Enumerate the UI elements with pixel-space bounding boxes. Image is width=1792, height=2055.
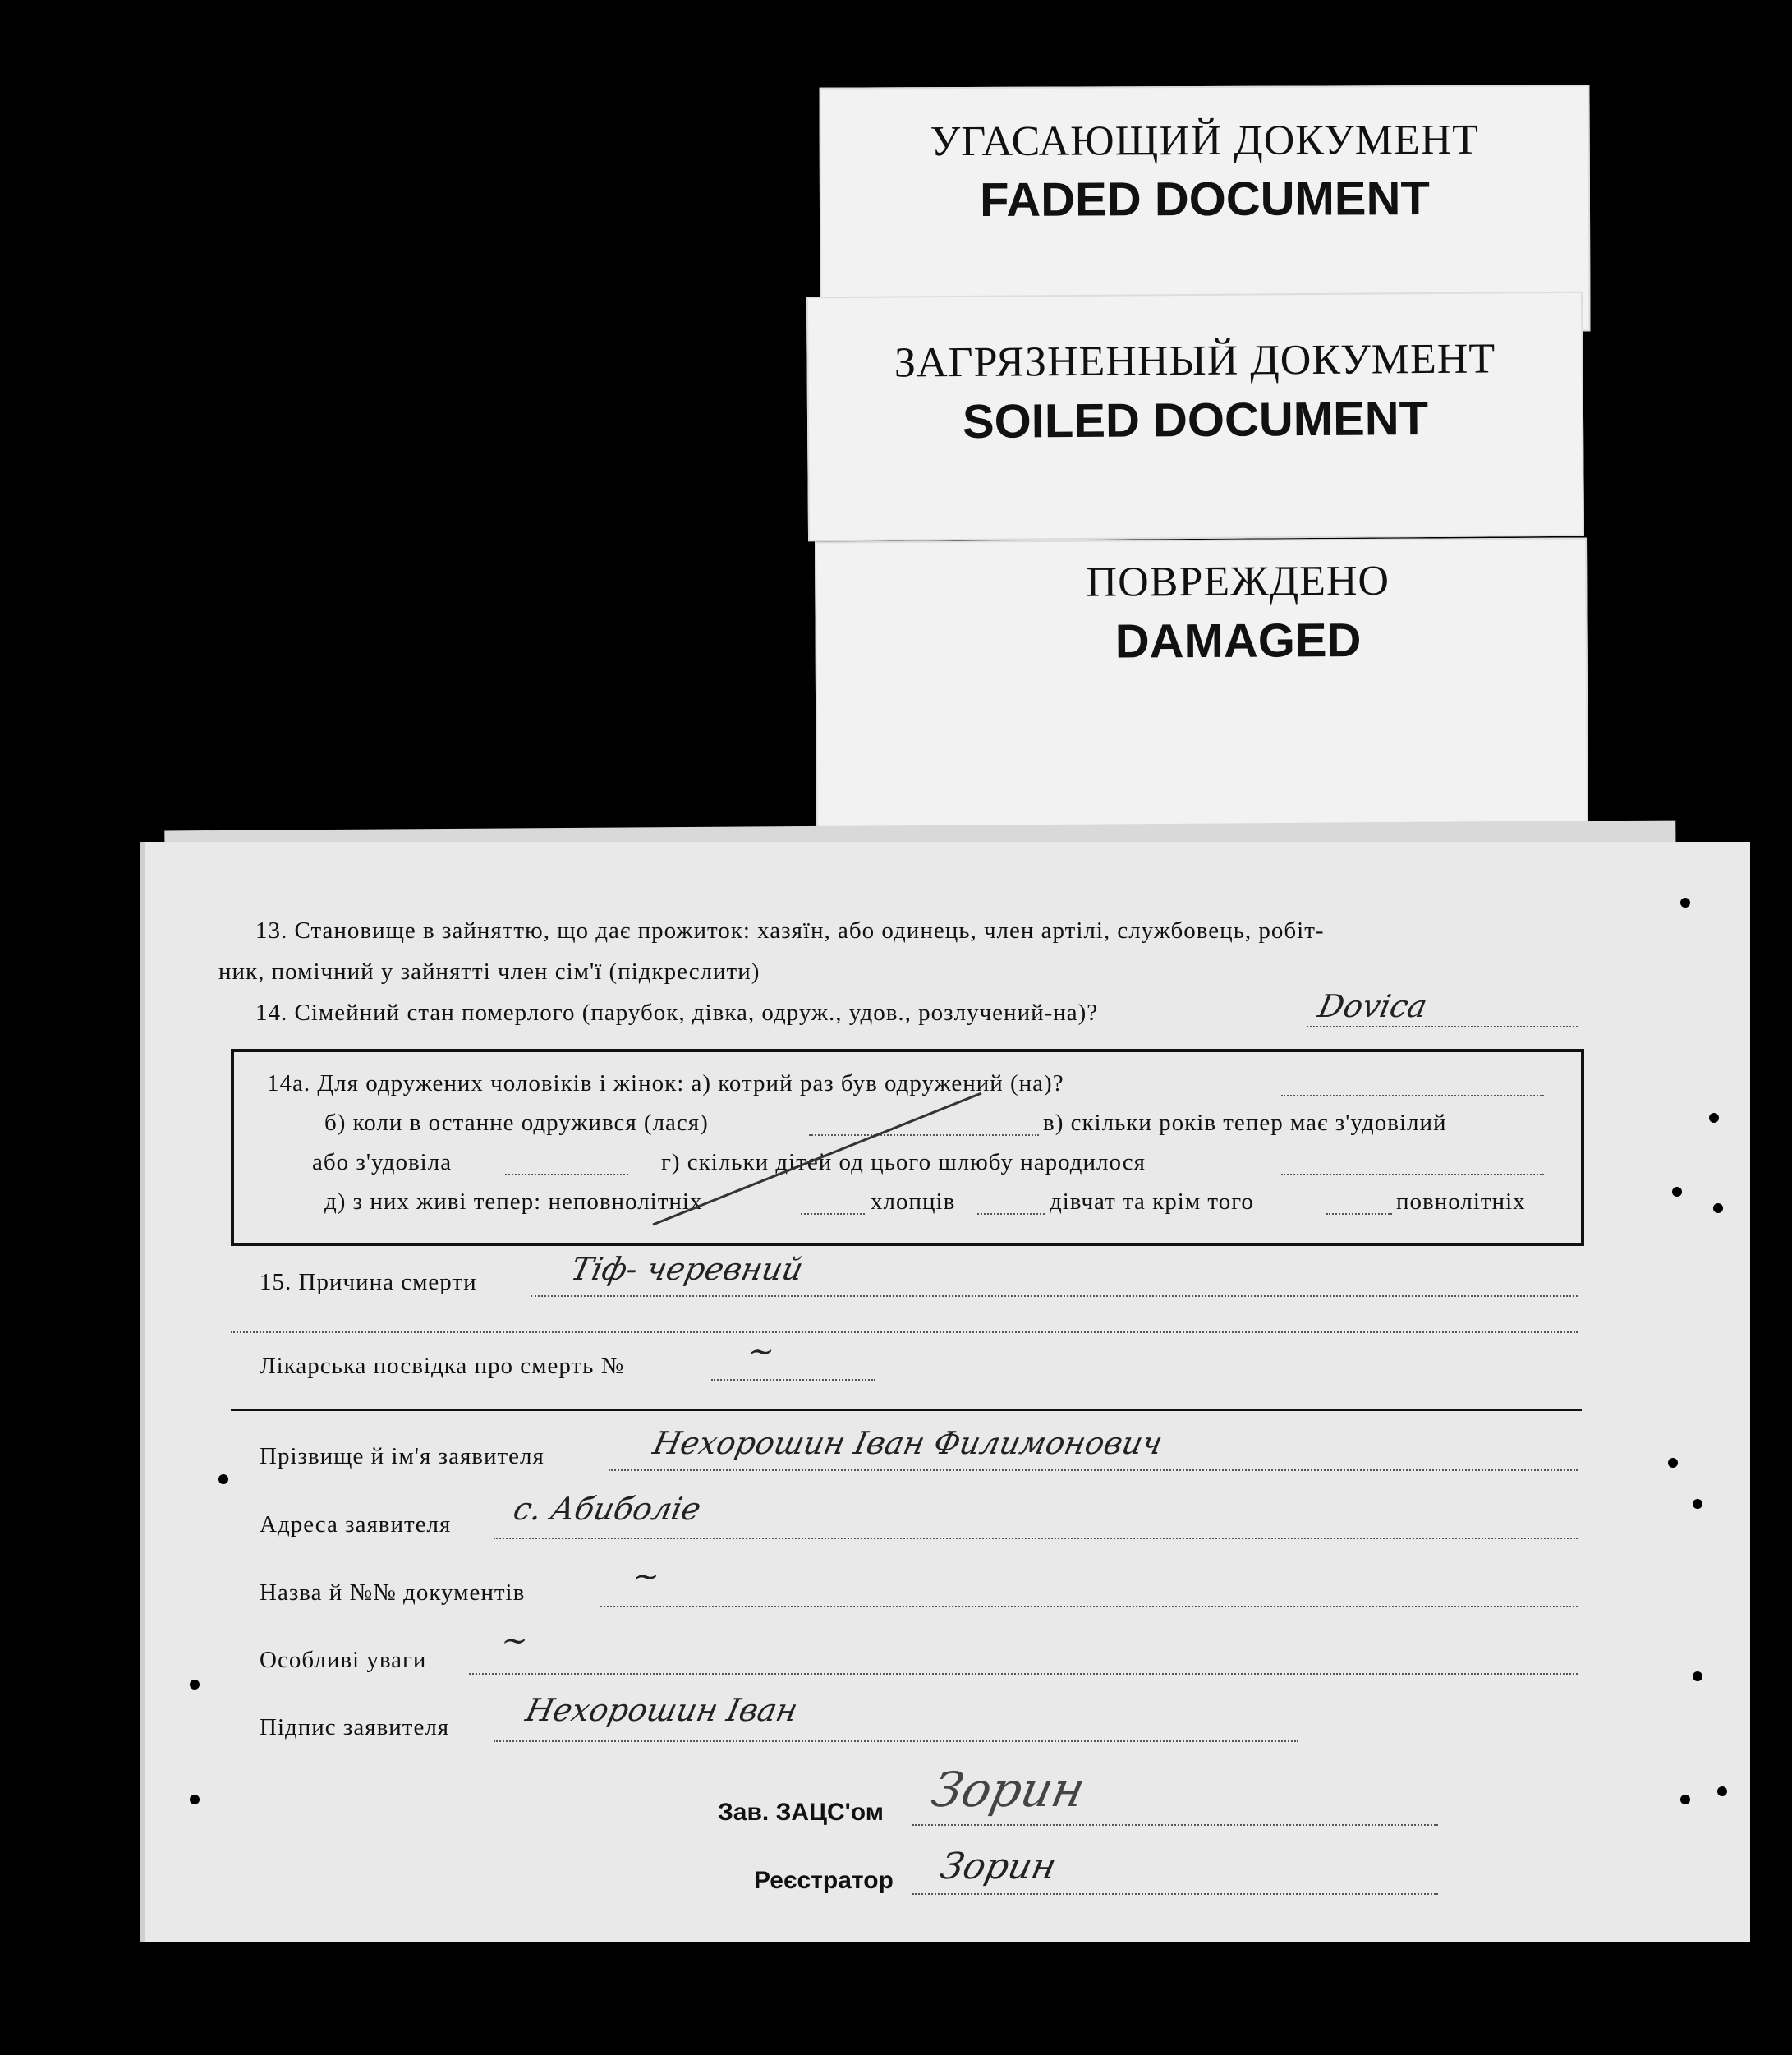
item14a-line4a: д) з них живі тепер: неповнолітніх — [324, 1188, 703, 1215]
item14-dotline — [1307, 1026, 1578, 1028]
damaged-label — [815, 538, 1588, 853]
notes-label: Особливі уваги — [260, 1647, 427, 1673]
item14a-line4b: хлопців — [871, 1188, 956, 1215]
head-label: Зав. ЗАЦС'ом — [718, 1799, 884, 1826]
medical-handwritten: ~ — [744, 1333, 779, 1369]
item14a-dot3 — [505, 1174, 628, 1175]
punch-hole — [1693, 1499, 1702, 1509]
punch-hole — [1672, 1187, 1682, 1197]
applicant-signature-dotline — [494, 1740, 1298, 1742]
punch-hole — [1680, 1795, 1690, 1804]
punch-hole — [1693, 1671, 1702, 1681]
item14a-box — [231, 1049, 1584, 1246]
notes-dotline — [469, 1673, 1578, 1675]
soiled-document-label — [806, 292, 1584, 542]
item14a-line4d: повнолітніх — [1396, 1188, 1526, 1215]
item13-line2: ник, помічний у зайнятті член сім'ї (підкреслити) — [218, 959, 760, 985]
punch-hole — [1668, 1458, 1678, 1468]
item14a-line3b: г) скільки дітей од цього шлюбу народилося — [661, 1149, 1146, 1175]
damaged-label-ru: ПОВРЕЖДЕНО — [1086, 557, 1390, 606]
faded-label-ru: УГАСАЮЩИЙ ДОКУМЕНТ — [930, 116, 1480, 166]
item14a-line4c: дівчат та крім того — [1050, 1188, 1254, 1215]
item14a-line2b: в) скільки років тепер має з'удовілий — [1043, 1110, 1447, 1136]
item14a-dot1 — [1281, 1095, 1544, 1096]
item15-dotline — [531, 1295, 1578, 1297]
strike-line — [645, 1085, 990, 1233]
applicant-address-label: Адреса заявителя — [260, 1511, 452, 1538]
punch-hole — [218, 1474, 228, 1484]
item13-line1: 13. Становище в зайняттю, що дає прожиток: хазяїн, або одинець, член артілі, службовець, робіт- — [255, 917, 1325, 944]
applicant-address-handwritten: с. Абиболіе — [510, 1491, 705, 1527]
applicant-address-dotline — [494, 1538, 1578, 1539]
soiled-label-ru: ЗАГРЯЗНЕННЫЙ ДОКУМЕНТ — [894, 335, 1496, 387]
punch-hole — [1680, 898, 1690, 908]
applicant-signature-label: Підпис заявителя — [260, 1714, 450, 1740]
applicant-name-label: Прізвище й ім'я заявителя — [260, 1443, 544, 1469]
item15-dotline2 — [231, 1331, 1578, 1333]
item14a-line3a: або з'удовіла — [312, 1149, 453, 1175]
punch-hole — [190, 1795, 200, 1804]
notes-handwritten: ~ — [498, 1622, 532, 1658]
damaged-label-en: DAMAGED — [1114, 613, 1362, 669]
registrar-label: Реєстратор — [754, 1867, 894, 1894]
item14a-line2a: б) коли в останне одружився (лася) — [324, 1110, 709, 1136]
soiled-label-en: SOILED DOCUMENT — [962, 392, 1429, 448]
medical-label: Лікарська посвідка про смерть № — [260, 1353, 625, 1379]
section-divider — [231, 1409, 1582, 1411]
documents-label: Назва й №№ документів — [260, 1579, 526, 1606]
death-record-form — [140, 842, 1750, 1942]
applicant-name-dotline — [609, 1469, 1578, 1471]
item15-label: 15. Причина смерти — [260, 1269, 477, 1295]
head-signature: Зорин — [926, 1762, 1090, 1818]
faded-label-en: FADED DOCUMENT — [979, 172, 1430, 227]
punch-hole — [190, 1680, 200, 1690]
item14a-line1: 14а. Для одружених чоловіків і жінок: а) котрий раз був одружений (на)? — [267, 1070, 1064, 1096]
punch-hole — [1717, 1786, 1727, 1796]
applicant-name-handwritten: Нехорошин Іван Филимонович — [650, 1425, 1166, 1461]
punch-hole — [1713, 1203, 1723, 1213]
medical-dotline — [711, 1379, 875, 1381]
item14-handwritten: Dovica — [1315, 988, 1431, 1024]
documents-handwritten: ~ — [629, 1558, 664, 1594]
registrar-signature: Зорин — [936, 1846, 1060, 1887]
documents-dotline — [600, 1606, 1578, 1607]
item14a-dot4 — [1281, 1174, 1544, 1175]
applicant-signature-handwritten: Нехорошин Іван — [522, 1692, 802, 1728]
registrar-dotline — [912, 1893, 1438, 1895]
item15-handwritten: Тіф- черевний — [567, 1251, 806, 1287]
head-dotline — [912, 1824, 1438, 1826]
item14-label: 14. Сімейний стан померлого (парубок, дівка, одруж., удов., розлучений-на)? — [255, 1000, 1099, 1026]
punch-hole — [1709, 1113, 1719, 1123]
item14a-dot7 — [1326, 1213, 1392, 1215]
